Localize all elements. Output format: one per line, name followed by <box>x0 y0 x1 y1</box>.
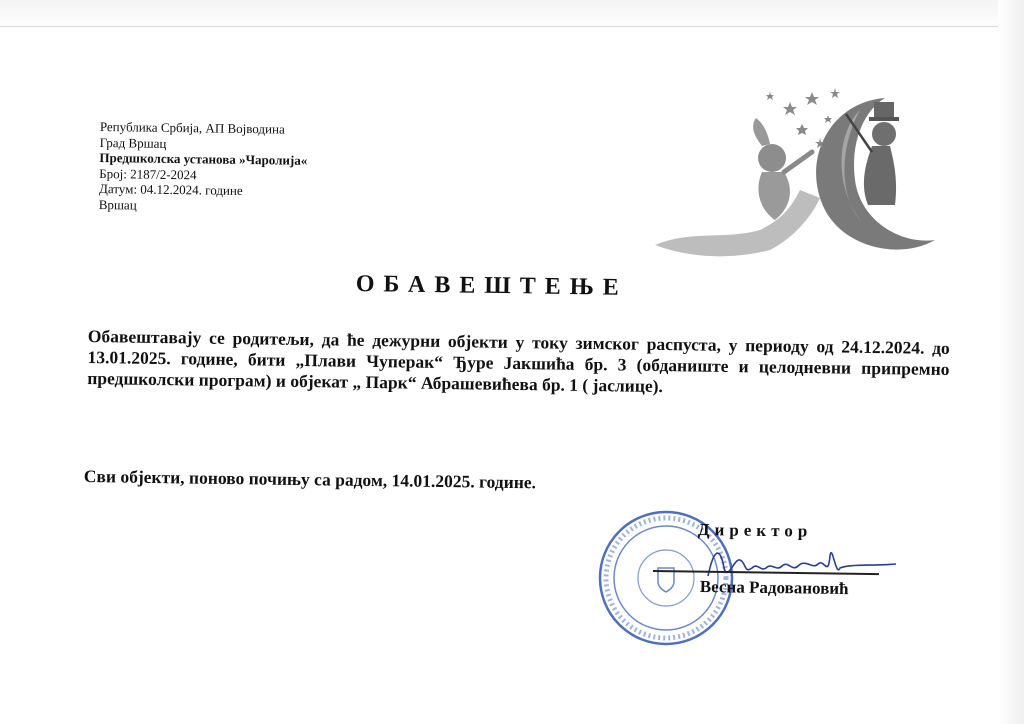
header-document-number: Број: 2187/2-2024 <box>99 165 197 182</box>
header-city-line: Град Вршац <box>99 134 167 151</box>
signature-role: Директор <box>697 520 813 541</box>
header-institution: Предшколска установа »Чаролија« <box>99 149 308 168</box>
signature-name: Весна Радовановић <box>699 577 849 599</box>
document-header <box>99 119 308 215</box>
header-place: Вршац <box>98 196 137 213</box>
scan-right-edge <box>998 0 1024 724</box>
moon-girl-logo-icon <box>650 80 950 260</box>
scan-top-line <box>0 26 1024 27</box>
document-title: ОБАВЕШТЕЊЕ <box>355 271 628 301</box>
header-date: Датум: 04.12.2024. године <box>98 180 243 198</box>
notice-closing: Сви објекти, поново почињу са радом, 14.01.2025. године. <box>83 466 537 493</box>
header-country-line: Република Србија, АП Војводина <box>99 119 285 137</box>
notice-body: Обавештавају се родитељи, да ће дежурни објекти у току зимског распуста, у периоду од 24.12.2024. до 13.01.2025. године, бити „Плави Чуперак“ Ђуре Јакшића бр. 3 (обданиште и целодневни припремно предшколски програм) и објекат „ Парк“ Абрашевићева бр. 1 ( јаслице). <box>87 326 950 397</box>
